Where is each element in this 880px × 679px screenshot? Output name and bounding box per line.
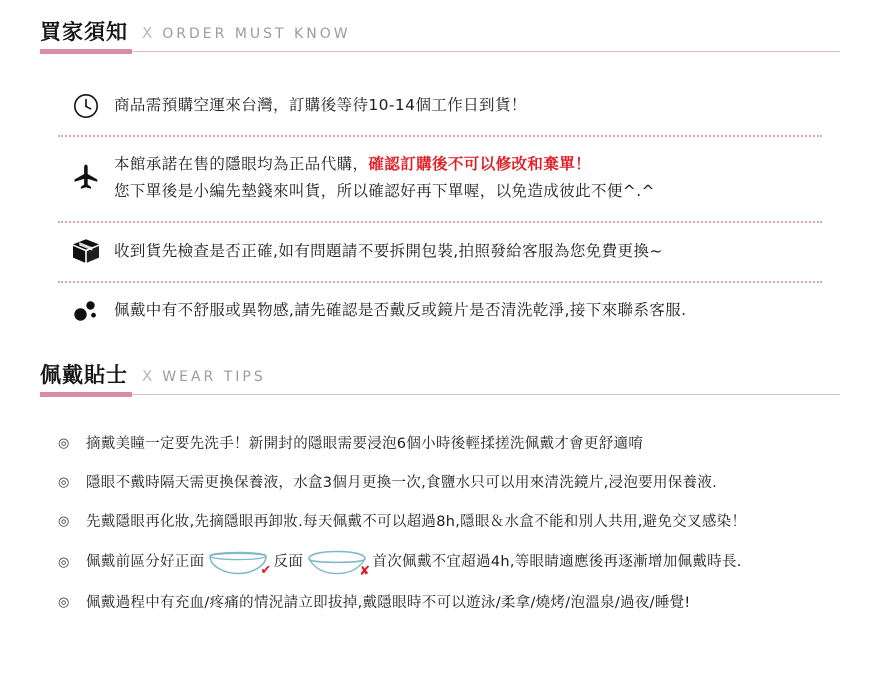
notice-line: 收到貨先檢查是否正確,如有問題請不要拆開包裝,拍照發給客服為您免費更換~ <box>114 241 663 260</box>
tip-text-part2: 反面 <box>273 554 304 571</box>
notice-title-separator: X <box>142 24 153 42</box>
tips-title-en: WEAR TIPS <box>162 368 266 385</box>
bullet-icon: ◎ <box>58 554 70 570</box>
notice-row <box>58 137 822 223</box>
tip-text: 摘戴美瞳一定要先洗手！新開封的隱眼需要浸泡6個小時後輕揉搓洗佩戴才會更舒適唷 <box>86 435 644 452</box>
tip-text: 先戴隱眼再化妝,先摘隱眼再卸妝.每天佩戴不可以超過8h,隱眼＆水盒不能和別人共用,避免交叉感染！ <box>86 513 747 530</box>
notice-title-en: ORDER MUST KNOW <box>162 26 351 42</box>
notice-text <box>114 297 686 324</box>
notice-section-header-wrap <box>0 0 880 52</box>
notice-section-header <box>40 22 840 52</box>
bullet-icon: ◎ <box>58 435 70 451</box>
notice-line: 佩戴中有不舒服或異物感,請先確認是否戴反或鏡片是否清洗乾淨,接下來聯系客服. <box>114 301 687 320</box>
tip-row <box>58 503 822 542</box>
airplane-icon <box>58 163 114 193</box>
notice-warning-text: 確認訂購後不可以修改和棄單！ <box>368 155 592 174</box>
tips-title-cn: 佩戴貼士 <box>40 362 128 387</box>
notice-text <box>114 238 663 265</box>
tip-row <box>58 464 822 503</box>
tips-title-separator: X <box>142 366 153 385</box>
tip-row-with-lens-graphic <box>58 542 822 584</box>
lens-correct-side-icon <box>206 550 272 579</box>
notice-list <box>58 78 822 341</box>
notice-row <box>58 223 822 283</box>
notice-line-text: 本館承諾在售的隱眼均為正品代購， <box>114 155 369 174</box>
tip-text <box>86 550 742 580</box>
clock-icon <box>58 93 114 119</box>
tip-row <box>58 584 822 623</box>
notice-title-cn: 買家須知 <box>40 20 128 44</box>
bullet-icon: ◎ <box>58 514 70 530</box>
tips-list <box>58 425 822 624</box>
notice-row <box>58 78 822 137</box>
check-mark-icon: ✔ <box>260 563 272 579</box>
tip-text: 隱眼不戴時隔天需更換保養液，水盒3個月更換一次,食鹽水只可以用來清洗鏡片,浸泡要用保養液. <box>86 474 718 491</box>
contact-lens-dots-icon <box>58 299 114 323</box>
tip-text-part1: 佩戴前區分好正面 <box>86 554 205 571</box>
section-spacer <box>0 341 880 365</box>
tip-text: 佩戴過程中有充血/疼痛的情況請立即拔掉,戴隱眼時不可以遊泳/柔拿/燒烤/泡溫泉/過夜/睡覺! <box>86 595 691 612</box>
tips-section-header <box>40 362 840 395</box>
tip-text-part3: 首次佩戴不宜超過4h,等眼睛適應後再逐漸增加佩戴時長. <box>372 554 742 571</box>
tips-section-header-wrap <box>0 362 880 395</box>
cross-mark-icon: ✘ <box>359 564 371 580</box>
bullet-icon: ◎ <box>58 474 70 490</box>
notice-text <box>114 92 527 119</box>
tip-row <box>58 425 822 464</box>
notice-line <box>114 151 655 178</box>
notice-text <box>114 151 655 205</box>
notice-line: 您下單後是小編先墊錢來叫貨，所以確認好再下單喔，以免造成彼此不便^.^ <box>114 182 655 201</box>
bullet-icon: ◎ <box>58 595 70 611</box>
box-icon <box>58 237 114 265</box>
lens-wrong-side-icon <box>305 550 371 580</box>
notice-line: 商品需預購空運來台灣，訂購後等待10-14個工作日到貨！ <box>114 96 527 114</box>
notice-row <box>58 283 822 340</box>
